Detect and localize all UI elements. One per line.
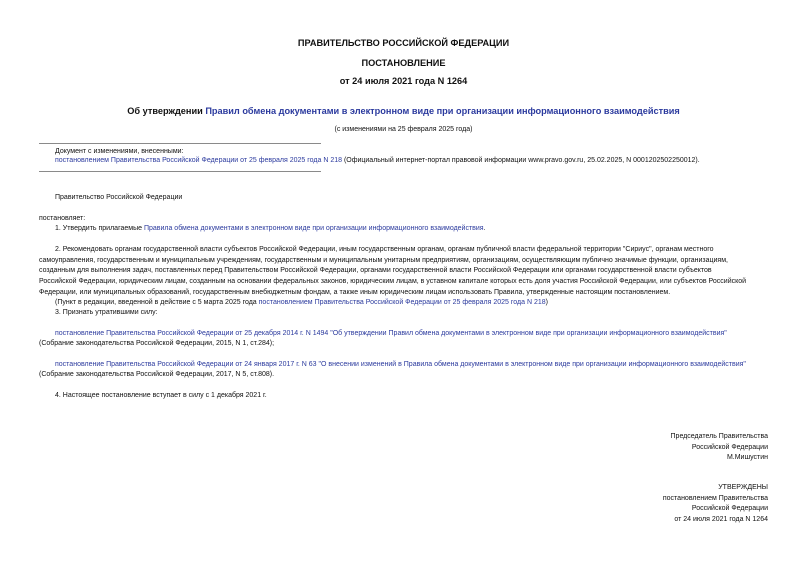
repealed-decree-63-link[interactable]: постановление Правительства Российской Федерации от 24 января 2017 г. N 63 "О внесении изменений в Правила обмена документами в электронном виде при организации информационного взаимодействия": [55, 361, 746, 368]
document-type-heading: ПОСТАНОВЛЕНИЕ: [361, 58, 446, 68]
paragraph-2-line: Федерации, или муниципальных образований, государственным внебюджетным фондам, а также иным юридическим лицам использовать Правила, утвержденные настоящим постановлением.: [39, 288, 671, 296]
changes-decree-link[interactable]: постановлением Правительства Российской Федерации от 25 февраля 2025 года N 218: [55, 157, 342, 164]
paragraph-2-line: 2. Рекомендовать органам государственной власти субъектов Российской Федерации, иным государственным органам, органам публичной власти федеральной территории "Сириус", органам местного: [55, 246, 714, 253]
paragraph-1-prefix: 1. Утвердить прилагаемые: [55, 225, 144, 232]
signature-position: Председатель Правительства: [670, 433, 768, 440]
paragraph-4: 4. Настоящее постановление вступает в силу с 1 декабря 2021 г.: [55, 392, 267, 399]
document-date-number: от 24 июля 2021 года N 1264: [339, 76, 468, 86]
paragraph-2-line: самоуправления, государственным и муниципальным учреждениям, государственным и муниципальным унитарным предприятиям, организациям, осуществляющим публично значимые функции, организациям,: [39, 256, 728, 264]
signature-name: М.Мишустин: [726, 454, 768, 462]
approval-line: постановлением Правительства: [662, 494, 768, 502]
paragraph-1: [55, 224, 486, 235]
changes-label: Документ с изменениями, внесенными:: [55, 148, 184, 155]
approval-line: Российской Федерации: [691, 505, 768, 513]
revision-note: (с изменениями на 25 февраля 2025 года): [334, 126, 473, 133]
amendment-decree-link[interactable]: постановлением Правительства Российской Федерации от 25 февраля 2025 года N 218: [258, 299, 546, 306]
changes-bottom-divider: [39, 171, 321, 172]
repealed-item-2-source: (Собрание законодательства Российской Федерации, 2017, N 5, ст.808).: [39, 371, 275, 378]
paragraph-2-line: Российской Федерации, юридическим лицам, созданным на основании федеральных законов, юридическим лицам, в уставном капитале которых есть доля участия Российской Федерации, или субъектов Российской: [39, 278, 747, 286]
signature-block: [671, 432, 768, 464]
repealed-item-1-source: (Собрание законодательства Российской Федерации, 2015, N 1, ст.284);: [39, 340, 275, 347]
issuer-heading: ПРАВИТЕЛЬСТВО РОССИЙСКОЙ ФЕДЕРАЦИИ: [297, 38, 510, 48]
paragraph-2: [39, 245, 768, 299]
paragraph-1-suffix: .: [483, 225, 486, 232]
paragraph-3: 3. Признать утратившими силу:: [55, 309, 158, 316]
amendment-note-suffix: ): [545, 299, 548, 306]
approval-date: от 24 июля 2021 года N 1264: [674, 516, 768, 524]
government-subject: Правительство Российской Федерации: [55, 194, 183, 201]
paragraph-2-line: созданным для выполнения задач, поставленных перед Правительством Российской Федерации, органами государственной власти Российской Федерации или органами государственной власти субъектов: [39, 267, 712, 275]
changes-top-divider: [39, 143, 321, 144]
signature-country: Российской Федерации: [691, 443, 768, 451]
title-prefix: Об утверждении: [127, 106, 206, 116]
document-title: [0, 106, 807, 116]
decides-label: постановляет:: [39, 215, 86, 222]
changes-source: (Официальный интернет-портал правовой информации www.pravo.gov.ru, 25.02.2025, N 0001202502250012).: [342, 157, 700, 164]
approval-block: [663, 483, 768, 526]
repealed-decree-1494-link[interactable]: постановление Правительства Российской Федерации от 25 декабря 2014 г. N 1494 "Об утверждении Правил обмена документами в электронном виде при организации информационного взаимодействия": [55, 330, 727, 337]
approval-heading: УТВЕРЖДЕНЫ: [718, 484, 768, 491]
changes-reference: [55, 156, 700, 167]
title-rules-link[interactable]: Правил обмена документами в электронном виде при организации информационного взаимодействия: [205, 106, 680, 116]
amendment-note-prefix: (Пункт в редакции, введенной в действие с 5 марта 2025 года: [55, 299, 259, 306]
paragraph-1-rules-link[interactable]: Правила обмена документами в электронном виде при организации информационного взаимодействия: [143, 225, 484, 232]
